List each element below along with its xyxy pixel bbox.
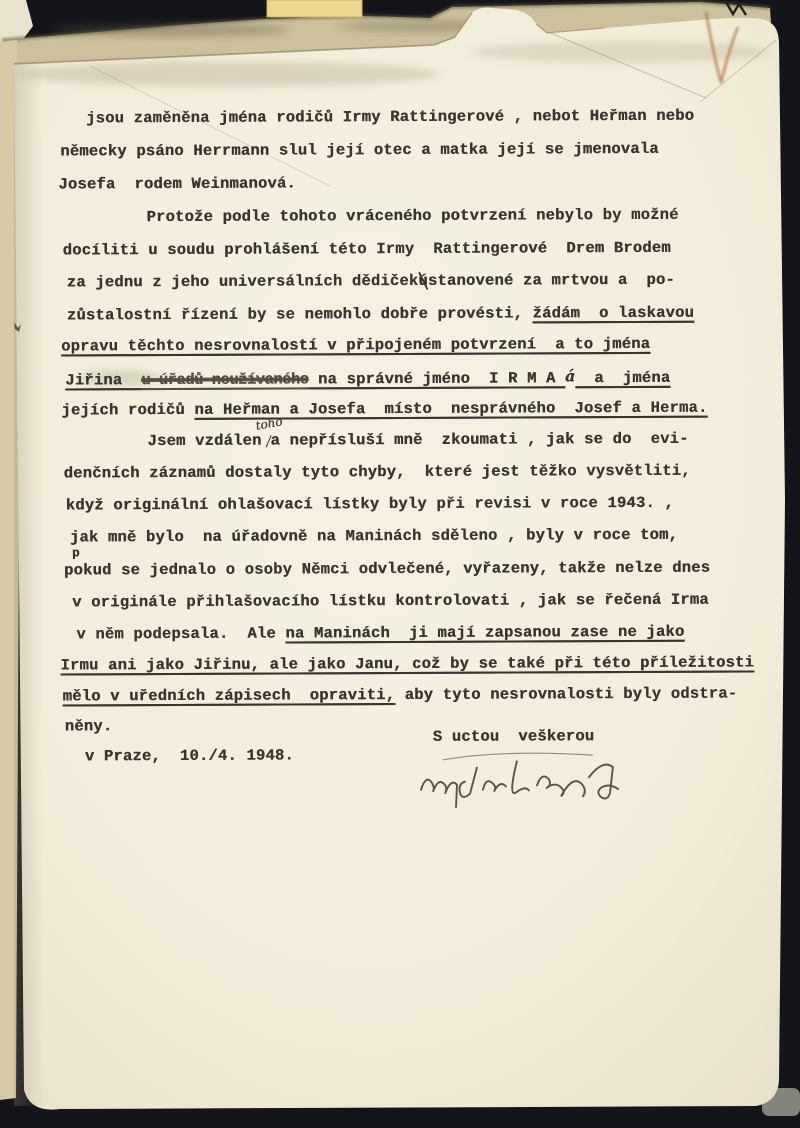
text-segment: stanovené za mrtvou a po- [427,270,675,290]
signature-handwriting [413,747,653,808]
text-segment: aby tyto nesrovnalosti byly odstra- [395,684,738,705]
typed-line [65,367,670,390]
typed-line [63,546,711,580]
text-segment: pokud se jednalo o osoby Němci odvlečené, vyřazeny, takže nelze dnes [63,558,711,580]
underlined-text: opravu těchto nesrovnalostí v připojeném potvrzení a to jména [61,334,651,356]
typed-line: jsou zaměněna jména rodičů Irmy Rattingerové , nebot Heřman nebo [86,106,695,128]
text-segment: a nepřísluší mně zkoumati , jak se do evi- [270,429,689,450]
underlined-text: Jiřina [65,371,142,390]
handwritten-insertion: toho [254,414,284,433]
typed-line: Protože podle tohoto vráceného potvrzení nebylo by možné [146,205,679,227]
text-segment: zůstalostní řízení by se nemohlo dobře provésti, [66,304,533,325]
typed-line [61,335,650,356]
typed-line: něny. [64,717,113,736]
struck-text: u úřadů neužívaného [141,370,309,390]
typed-line [67,304,694,325]
typed-line [67,271,675,292]
date-line: v Praze, 10./4. 1948. [84,746,294,766]
text-segment: v něm podepsala. Ale [76,624,286,644]
underlined-text: Irmu ani jako Jiřinu, ale jako Janu, což by se také při této příležitosti [60,653,755,675]
underlined-text: a jména [575,368,671,388]
underlined-text: žádám o laskavou [532,303,695,323]
typed-line [60,653,754,674]
underlined-text: na Heřman a Josefa místo nesprávného Josef a Herma. [194,398,708,419]
text-segment: Jsem vzdálen [147,431,262,451]
typed-line: v originále přihlašovacího lístku kontrolovati , jak se řečená Irma [72,590,709,612]
caret-mark [260,433,272,448]
handwritten-letter: á [564,366,576,386]
text-segment: jejích rodičů [61,400,195,420]
insertion-mark [254,414,284,450]
underlined-text: na Maninách ji mají zapsanou zase ne jako [285,622,685,643]
typed-line: německy psáno Herrmann slul její otec a matka její se jmenovala [60,139,659,161]
superscript-correction: p [71,546,80,561]
typed-line [61,399,707,420]
typed-line: docíliti u soudu prohlášení této Irmy Rattingerové Drem Brodem [62,238,671,260]
typed-line: jak mně bylo na úřadovně na Maninách sděleno , byly v roce tom, [69,525,679,547]
slashed-letter: ú [418,271,428,290]
typed-line [76,623,684,644]
underlined-text: mělo v uředních zápisech opraviti, [62,686,396,706]
typed-line [63,685,738,706]
typed-line: Josefa rodem Weinmanová. [58,174,296,194]
typed-line: když originální ohlašovací lístky byly při revisi v roce 1943. , [65,493,674,515]
text-segment: za jednu z jeho universálních dědiček [66,271,419,292]
closing-salutation: S uctou veškerou [432,727,595,746]
underlined-text: na správné jméno I R M A [308,369,566,389]
typed-line [147,414,689,451]
typed-line: denčních záznamů dostaly tyto chyby, které jest těžko vysvětliti, [63,461,691,483]
